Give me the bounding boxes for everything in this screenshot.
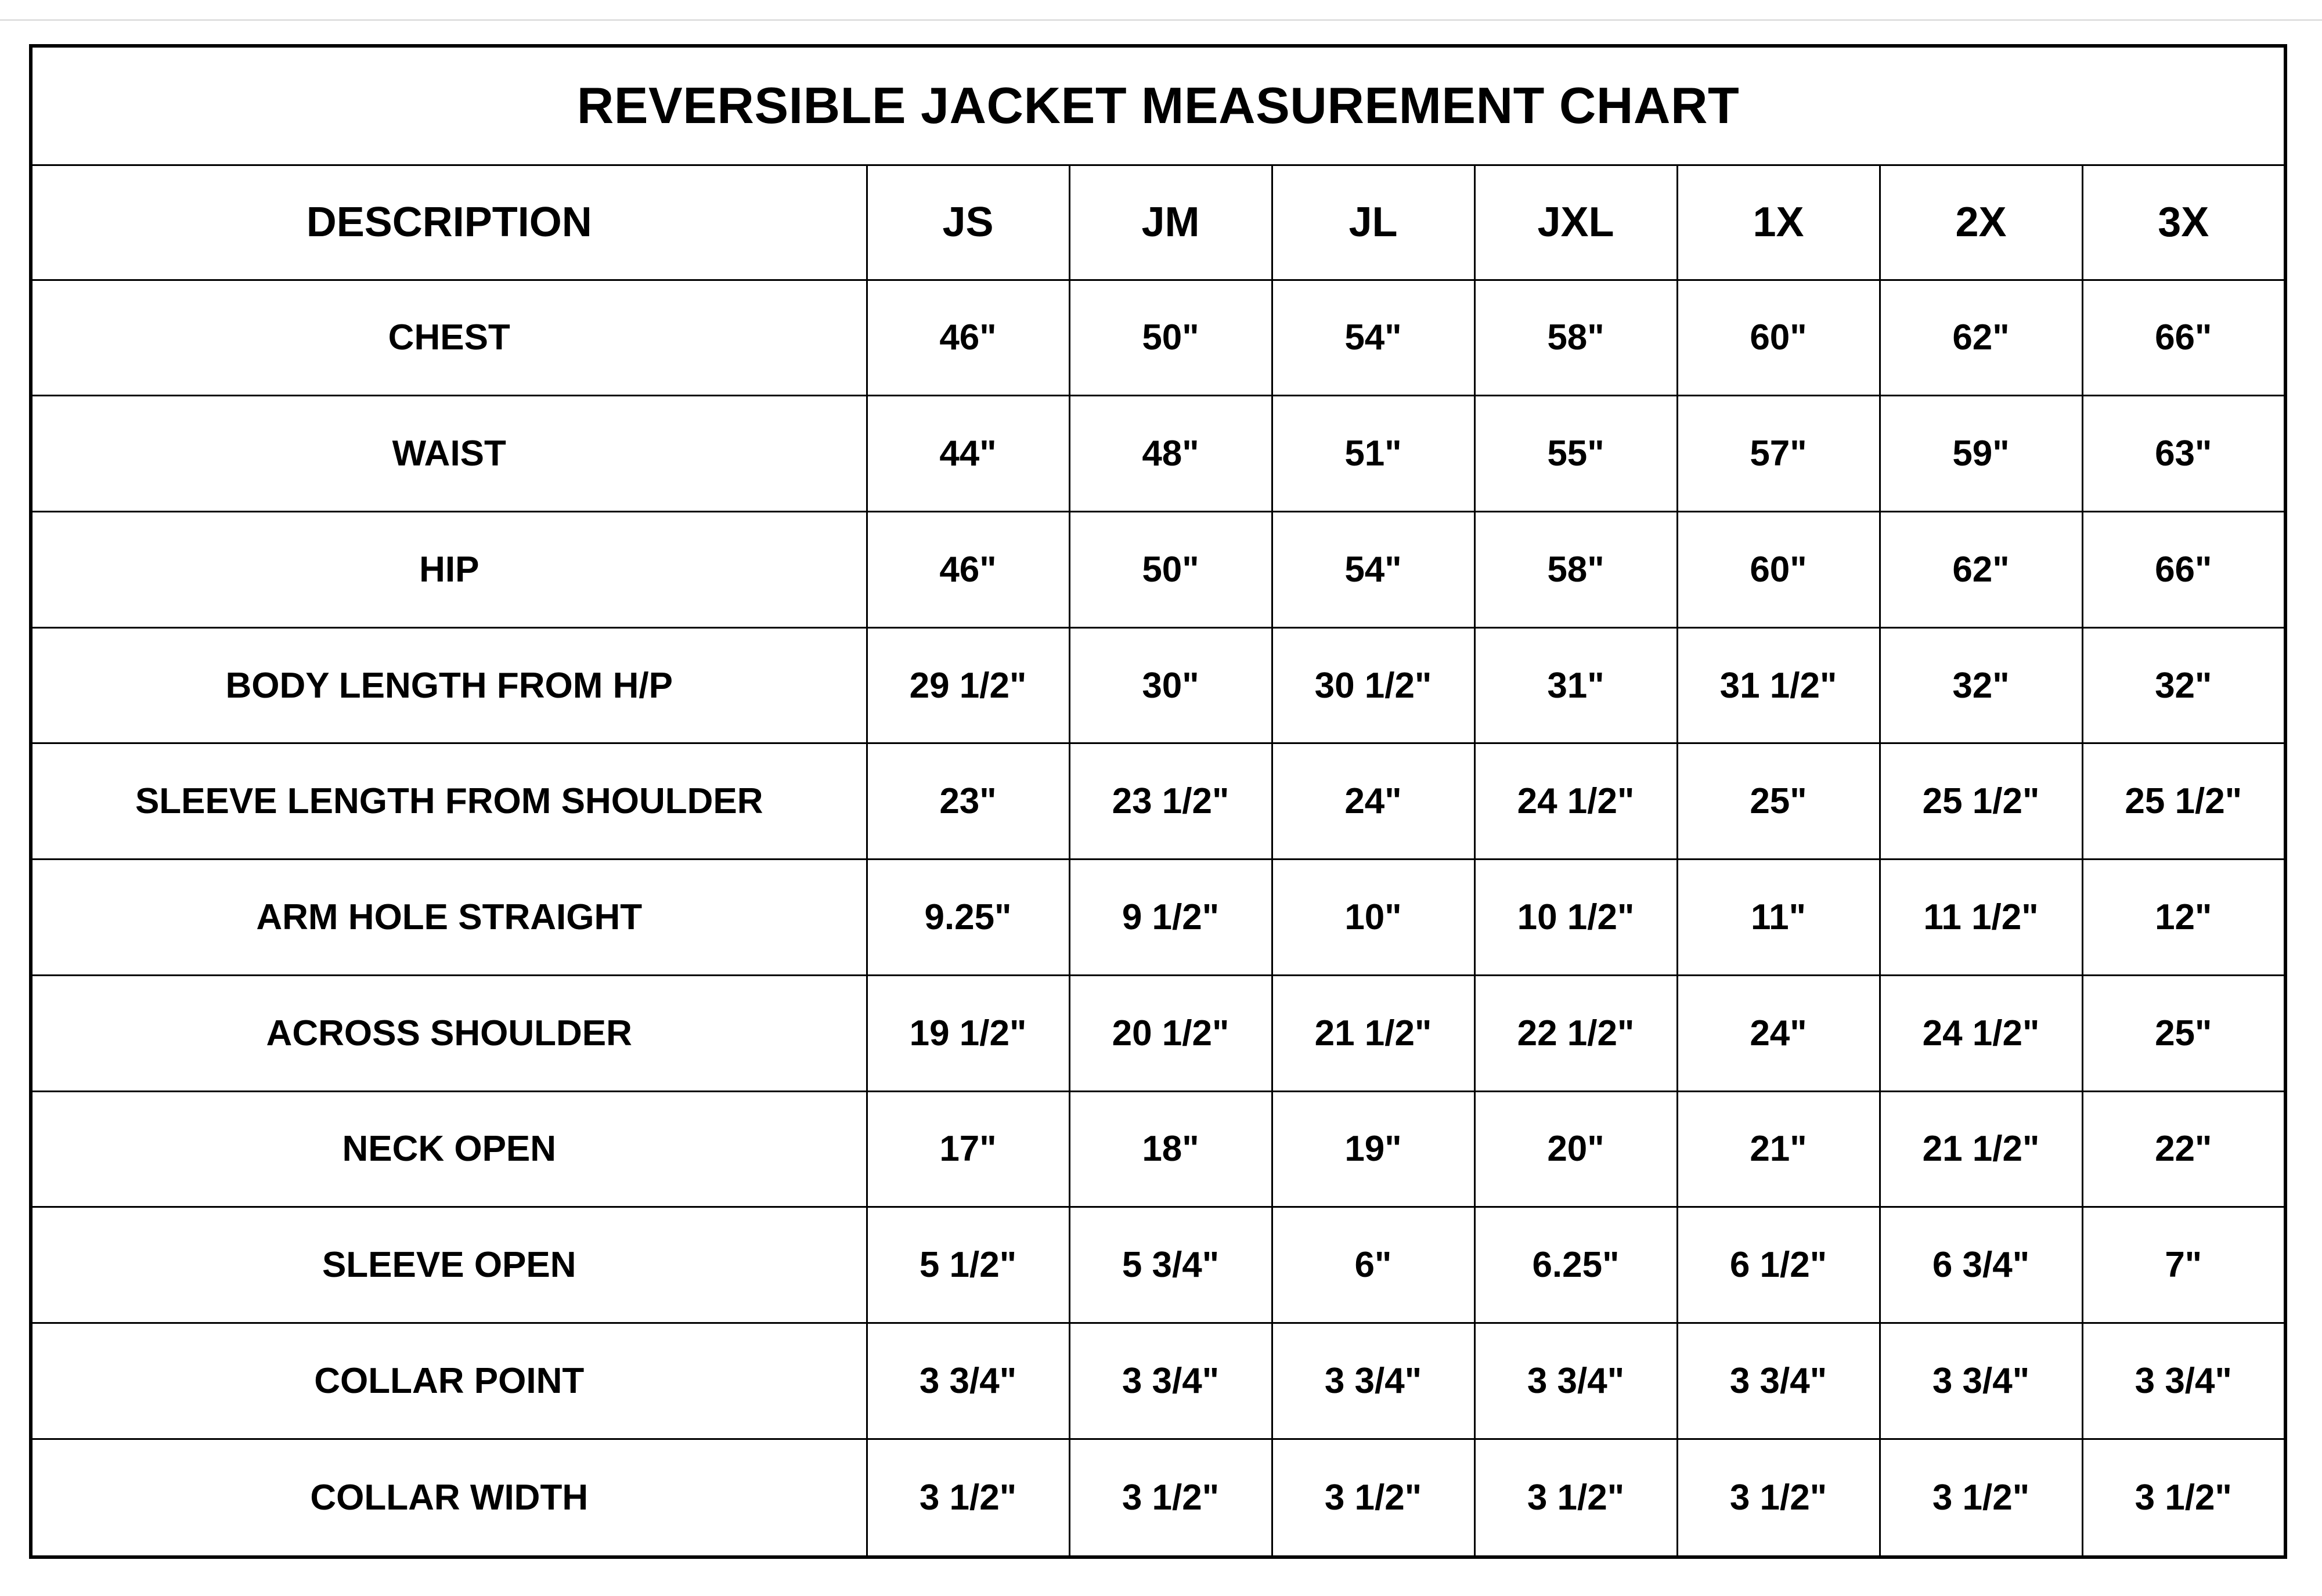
measurement-value: 3 3/4" xyxy=(1474,1323,1677,1439)
measurement-value: 51" xyxy=(1272,396,1474,512)
measurement-value: 3 3/4" xyxy=(2082,1323,2285,1439)
measurement-value: 3 3/4" xyxy=(1272,1323,1474,1439)
measurement-value: 24 1/2" xyxy=(1880,975,2082,1091)
measurement-value: 3 3/4" xyxy=(1677,1323,1880,1439)
measurement-value: 6" xyxy=(1272,1207,1474,1323)
table-row xyxy=(31,280,2285,396)
row-label: WAIST xyxy=(31,396,867,512)
measurement-value: 19 1/2" xyxy=(867,975,1069,1091)
measurement-value: 10" xyxy=(1272,860,1474,976)
row-label: NECK OPEN xyxy=(31,1091,867,1207)
measurement-value: 60" xyxy=(1677,280,1880,396)
row-label: COLLAR POINT xyxy=(31,1323,867,1439)
measurement-value: 31 1/2" xyxy=(1677,627,1880,743)
table-row xyxy=(31,511,2285,627)
table-row xyxy=(31,1323,2285,1439)
measurement-value: 3 1/2" xyxy=(867,1439,1069,1557)
table-body xyxy=(31,280,2285,1557)
measurement-value: 66" xyxy=(2082,511,2285,627)
measurement-value: 3 3/4" xyxy=(1880,1323,2082,1439)
measurement-value: 9.25" xyxy=(867,860,1069,976)
measurement-value: 58" xyxy=(1474,280,1677,396)
measurement-value: 3 1/2" xyxy=(2082,1439,2285,1557)
measurement-value: 55" xyxy=(1474,396,1677,512)
measurement-value: 46" xyxy=(867,280,1069,396)
column-header-js: JS xyxy=(867,165,1069,280)
table-row xyxy=(31,627,2285,743)
measurement-value: 22 1/2" xyxy=(1474,975,1677,1091)
table-row xyxy=(31,860,2285,976)
row-label: BODY LENGTH FROM H/P xyxy=(31,627,867,743)
measurement-value: 18" xyxy=(1069,1091,1272,1207)
page-title: REVERSIBLE JACKET MEASUREMENT CHART xyxy=(31,46,2285,165)
table-row xyxy=(31,1091,2285,1207)
measurement-value: 17" xyxy=(867,1091,1069,1207)
measurement-value: 32" xyxy=(1880,627,2082,743)
measurement-value: 30" xyxy=(1069,627,1272,743)
measurement-value: 3 3/4" xyxy=(867,1323,1069,1439)
measurement-value: 58" xyxy=(1474,511,1677,627)
measurement-value: 7" xyxy=(2082,1207,2285,1323)
table-row xyxy=(31,743,2285,860)
column-header-2x: 2X xyxy=(1880,165,2082,280)
measurement-value: 11" xyxy=(1677,860,1880,976)
measurement-value: 25 1/2" xyxy=(2082,743,2285,860)
row-label: HIP xyxy=(31,511,867,627)
measurement-value: 20" xyxy=(1474,1091,1677,1207)
measurement-value: 60" xyxy=(1677,511,1880,627)
column-header-jxl: JXL xyxy=(1474,165,1677,280)
measurement-value: 24" xyxy=(1677,975,1880,1091)
measurement-value: 54" xyxy=(1272,280,1474,396)
measurement-value: 50" xyxy=(1069,511,1272,627)
column-header-jl: JL xyxy=(1272,165,1474,280)
row-label: COLLAR WIDTH xyxy=(31,1439,867,1557)
measurement-value: 59" xyxy=(1880,396,2082,512)
measurement-value: 21" xyxy=(1677,1091,1880,1207)
measurement-value: 10 1/2" xyxy=(1474,860,1677,976)
measurement-value: 11 1/2" xyxy=(1880,860,2082,976)
column-header-description: DESCRIPTION xyxy=(31,165,867,280)
measurement-value: 63" xyxy=(2082,396,2285,512)
title-row xyxy=(31,46,2285,165)
measurement-value: 25 1/2" xyxy=(1880,743,2082,860)
measurement-value: 12" xyxy=(2082,860,2285,976)
column-header-jm: JM xyxy=(1069,165,1272,280)
column-header-row xyxy=(31,165,2285,280)
measurement-value: 3 1/2" xyxy=(1069,1439,1272,1557)
measurement-value: 21 1/2" xyxy=(1272,975,1474,1091)
measurement-value: 3 3/4" xyxy=(1069,1323,1272,1439)
measurement-value: 20 1/2" xyxy=(1069,975,1272,1091)
row-label: SLEEVE OPEN xyxy=(31,1207,867,1323)
column-header-1x: 1X xyxy=(1677,165,1880,280)
row-label: CHEST xyxy=(31,280,867,396)
measurement-value: 44" xyxy=(867,396,1069,512)
measurement-value: 22" xyxy=(2082,1091,2285,1207)
measurement-value: 31" xyxy=(1474,627,1677,743)
measurement-value: 19" xyxy=(1272,1091,1474,1207)
row-label: ACROSS SHOULDER xyxy=(31,975,867,1091)
measurement-chart-table xyxy=(29,44,2287,1559)
measurement-value: 66" xyxy=(2082,280,2285,396)
measurement-value: 25" xyxy=(2082,975,2285,1091)
table-row xyxy=(31,1207,2285,1323)
measurement-value: 3 1/2" xyxy=(1474,1439,1677,1557)
measurement-value: 21 1/2" xyxy=(1880,1091,2082,1207)
measurement-value: 24 1/2" xyxy=(1474,743,1677,860)
measurement-value: 62" xyxy=(1880,511,2082,627)
top-divider-line xyxy=(0,19,2322,21)
measurement-value: 25" xyxy=(1677,743,1880,860)
measurement-value: 23" xyxy=(867,743,1069,860)
row-label: ARM HOLE STRAIGHT xyxy=(31,860,867,976)
row-label: SLEEVE LENGTH FROM SHOULDER xyxy=(31,743,867,860)
measurement-value: 6 1/2" xyxy=(1677,1207,1880,1323)
measurement-value: 3 1/2" xyxy=(1880,1439,2082,1557)
measurement-value: 23 1/2" xyxy=(1069,743,1272,860)
table-row xyxy=(31,396,2285,512)
measurement-value: 57" xyxy=(1677,396,1880,512)
column-header-3x: 3X xyxy=(2082,165,2285,280)
measurement-value: 50" xyxy=(1069,280,1272,396)
measurement-value: 46" xyxy=(867,511,1069,627)
measurement-value: 30 1/2" xyxy=(1272,627,1474,743)
measurement-value: 9 1/2" xyxy=(1069,860,1272,976)
measurement-value: 5 3/4" xyxy=(1069,1207,1272,1323)
measurement-value: 3 1/2" xyxy=(1677,1439,1880,1557)
measurement-value: 6 3/4" xyxy=(1880,1207,2082,1323)
measurement-value: 6.25" xyxy=(1474,1207,1677,1323)
measurement-value: 29 1/2" xyxy=(867,627,1069,743)
table-row xyxy=(31,975,2285,1091)
measurement-value: 54" xyxy=(1272,511,1474,627)
measurement-value: 3 1/2" xyxy=(1272,1439,1474,1557)
table-row xyxy=(31,1439,2285,1557)
measurement-value: 32" xyxy=(2082,627,2285,743)
measurement-value: 24" xyxy=(1272,743,1474,860)
measurement-value: 62" xyxy=(1880,280,2082,396)
measurement-value: 48" xyxy=(1069,396,1272,512)
measurement-value: 5 1/2" xyxy=(867,1207,1069,1323)
